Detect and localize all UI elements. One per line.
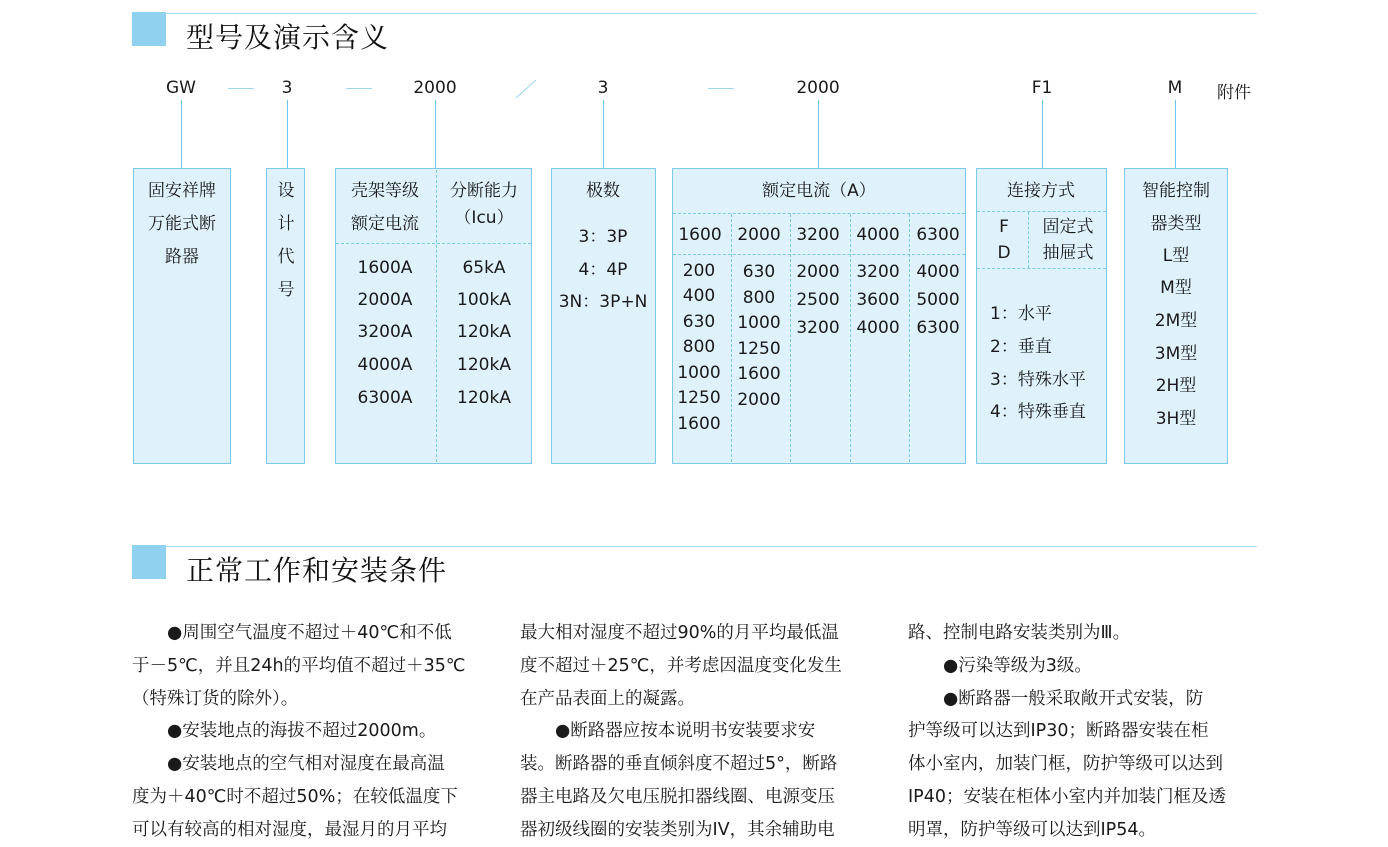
conditions-column-2 (520, 617, 870, 847)
rated-current-col-divider (909, 214, 910, 462)
paragraph-line: 可以有较高的相对湿度，最湿月的月平均 (132, 819, 447, 840)
rated-current-value: 6300 (916, 318, 960, 338)
controller-line: 器类型 (1150, 214, 1202, 234)
rated-current-value: 400 (682, 286, 716, 306)
rated-current-header: 1600 (678, 225, 722, 245)
code-frame: 2000 (413, 78, 457, 98)
rated-current-value: 800 (682, 337, 716, 357)
rated-current-value: 800 (742, 288, 776, 308)
controller-type: 3M型 (1154, 344, 1198, 364)
frame-head-left: 额定电流 (351, 214, 419, 234)
rated-current-value: 1250 (677, 388, 721, 408)
controller-type: L型 (1162, 246, 1190, 266)
section1-marker (132, 12, 166, 46)
poles-item: 3N：3P+N (558, 292, 648, 312)
paragraph-line: （特殊订货的除外）。 (132, 688, 299, 709)
poles-title: 极数 (586, 181, 620, 201)
frame-icu: 65kA (462, 258, 506, 278)
rated-current-value: 4000 (856, 318, 900, 338)
paragraph-line: 器初级线圈的安装类别为IV，其余辅助电 (520, 819, 835, 840)
frame-icu: 120kA (457, 322, 511, 342)
rated-current-value: 2000 (737, 390, 781, 410)
code-separator (708, 88, 734, 89)
rated-current-value: 3200 (796, 318, 840, 338)
code-connect: F1 (1031, 78, 1053, 98)
brand-box (133, 168, 231, 464)
connection-item: 3：特殊水平 (990, 370, 1086, 390)
paragraph-line: ●安装地点的空气相对湿度在最高温 (132, 754, 445, 775)
paragraph-line: ●污染等级为3级。 (908, 655, 1092, 676)
code-separator (228, 88, 254, 89)
frame-divider (436, 170, 437, 462)
connection-code: F (999, 217, 1009, 237)
connection-item: 1：水平 (990, 304, 1052, 324)
paragraph-line: 护等级可以达到IP30；断路器安装在柜 (908, 721, 1209, 742)
paragraph-line: IP40；安装在柜体小室内并加装门框及透 (908, 786, 1226, 807)
frame-current: 2000A (357, 290, 413, 310)
paragraph-line: ●断路器一般采取敞开式安装，防 (908, 688, 1204, 709)
paragraph-line: 最大相对湿度不超过90%的月平均最低温 (520, 623, 839, 643)
frame-head-left: 壳架等级 (351, 181, 419, 201)
paragraph-line: 器主电路及欠电压脱扣器线圈、电源变压 (520, 786, 835, 807)
rated-current-value: 2500 (796, 290, 840, 310)
connection-type: 固定式 (1042, 217, 1094, 237)
rated-current-header: 3200 (796, 225, 840, 245)
code-gw: GW (166, 78, 196, 98)
paragraph-line: 在产品表面上的凝露。 (520, 688, 695, 709)
conditions-column-3 (908, 617, 1258, 847)
rated-current-value: 1000 (737, 313, 781, 333)
connection-type: 抽屉式 (1042, 243, 1094, 263)
controller-type: 2H型 (1155, 376, 1197, 396)
connector-line (603, 100, 604, 168)
paragraph-line: 度不超过＋25℃，并考虑因温度变化发生 (520, 655, 842, 676)
connector-line (1175, 100, 1176, 168)
rated-current-header: 2000 (737, 225, 781, 245)
brand-line: 固安祥牌 (148, 181, 216, 201)
paragraph-line: 于－5℃，并且24h的平均值不超过＋35℃ (132, 655, 466, 676)
rated-current-value: 3600 (856, 290, 900, 310)
poles-box (551, 168, 656, 464)
paragraph-line: ●安装地点的海拔不超过2000m。 (132, 721, 437, 742)
frame-head-right: （Icu） (454, 208, 514, 228)
rated-current-value: 1600 (677, 414, 721, 434)
controller-line: 智能控制 (1142, 181, 1210, 201)
connector-line (435, 100, 436, 168)
code-design: 3 (281, 78, 293, 98)
design-code-char: 代 (277, 247, 295, 267)
code-accessory: 附件 (1217, 83, 1251, 103)
rated-current-header: 4000 (856, 225, 900, 245)
conditions-column-1 (132, 617, 482, 847)
controller-type: 3H型 (1155, 409, 1197, 429)
connection-divider (977, 268, 1106, 269)
connection-divider (977, 211, 1106, 212)
frame-header-divider (336, 243, 531, 244)
section2-marker (132, 545, 166, 579)
rated-current-col-divider (731, 214, 732, 462)
code-separator (346, 88, 372, 89)
frame-current: 1600A (357, 258, 413, 278)
connector-line (818, 100, 819, 168)
rated-current-title: 额定电流（A） (762, 181, 876, 201)
frame-head-right: 分断能力 (450, 181, 518, 201)
frame-icu: 120kA (457, 388, 511, 408)
controller-type: M型 (1160, 278, 1192, 298)
paragraph-line: ●断路器应按本说明书安装要求安 (520, 721, 816, 742)
frame-icu: 120kA (457, 355, 511, 375)
design-code-box (266, 168, 305, 464)
rated-current-value: 1000 (677, 363, 721, 383)
rated-current-value: 630 (742, 262, 776, 282)
paragraph-line: 装。断路器的垂直倾斜度不超过5°，断路 (520, 754, 838, 775)
frame-current: 4000A (357, 355, 413, 375)
poles-item: 3：3P (578, 227, 628, 247)
paragraph-line: ●周围空气温度不超过＋40℃和不低 (132, 623, 452, 643)
rated-current-value: 5000 (916, 290, 960, 310)
rated-current-value: 200 (682, 261, 716, 281)
rated-current-divider (673, 213, 965, 214)
connection-item: 4：特殊垂直 (990, 402, 1086, 422)
rated-current-col-divider (790, 214, 791, 462)
paragraph-line: 度为＋40℃时不超过50%；在较低温度下 (132, 786, 458, 807)
rated-current-divider (673, 254, 965, 255)
code-slash (514, 78, 538, 100)
section1-title: 型号及演示含义 (186, 21, 390, 54)
connection-item: 2：垂直 (990, 337, 1052, 357)
connector-line (1042, 100, 1043, 168)
connection-col-divider (1028, 212, 1029, 268)
rated-current-value: 3200 (856, 262, 900, 282)
rated-current-value: 630 (682, 312, 716, 332)
paragraph-line: 路、控制电路安装类别为Ⅲ。 (908, 623, 1131, 643)
connection-code: D (997, 243, 1011, 263)
section1-top-line (132, 13, 1257, 14)
code-poles: 3 (597, 78, 609, 98)
paragraph-line: 明罩，防护等级可以达到IP54。 (908, 819, 1156, 840)
rated-current-value: 1600 (737, 364, 781, 384)
frame-current: 6300A (357, 388, 413, 408)
design-code-char: 设 (277, 181, 295, 201)
code-ctrl: M (1167, 78, 1183, 98)
brand-line: 万能式断 (148, 214, 216, 234)
rated-current-value: 2000 (796, 262, 840, 282)
frame-current: 3200A (357, 322, 413, 342)
connector-line (181, 100, 182, 168)
section2-title: 正常工作和安装条件 (186, 554, 448, 587)
section2-top-line (132, 546, 1257, 547)
connector-line (287, 100, 288, 168)
frame-icu: 100kA (457, 290, 511, 310)
rated-current-value: 4000 (916, 262, 960, 282)
paragraph-line: 体小室内，加装门框，防护等级可以达到 (908, 754, 1223, 775)
rated-current-header: 6300 (916, 225, 960, 245)
design-code-char: 计 (277, 214, 295, 234)
code-current: 2000 (796, 78, 840, 98)
rated-current-col-divider (850, 214, 851, 462)
rated-current-value: 1250 (737, 339, 781, 359)
controller-type: 2M型 (1154, 311, 1198, 331)
brand-line: 路器 (165, 247, 199, 267)
poles-item: 4：4P (578, 260, 628, 280)
connection-title: 连接方式 (1007, 181, 1075, 201)
design-code-char: 号 (277, 280, 295, 300)
